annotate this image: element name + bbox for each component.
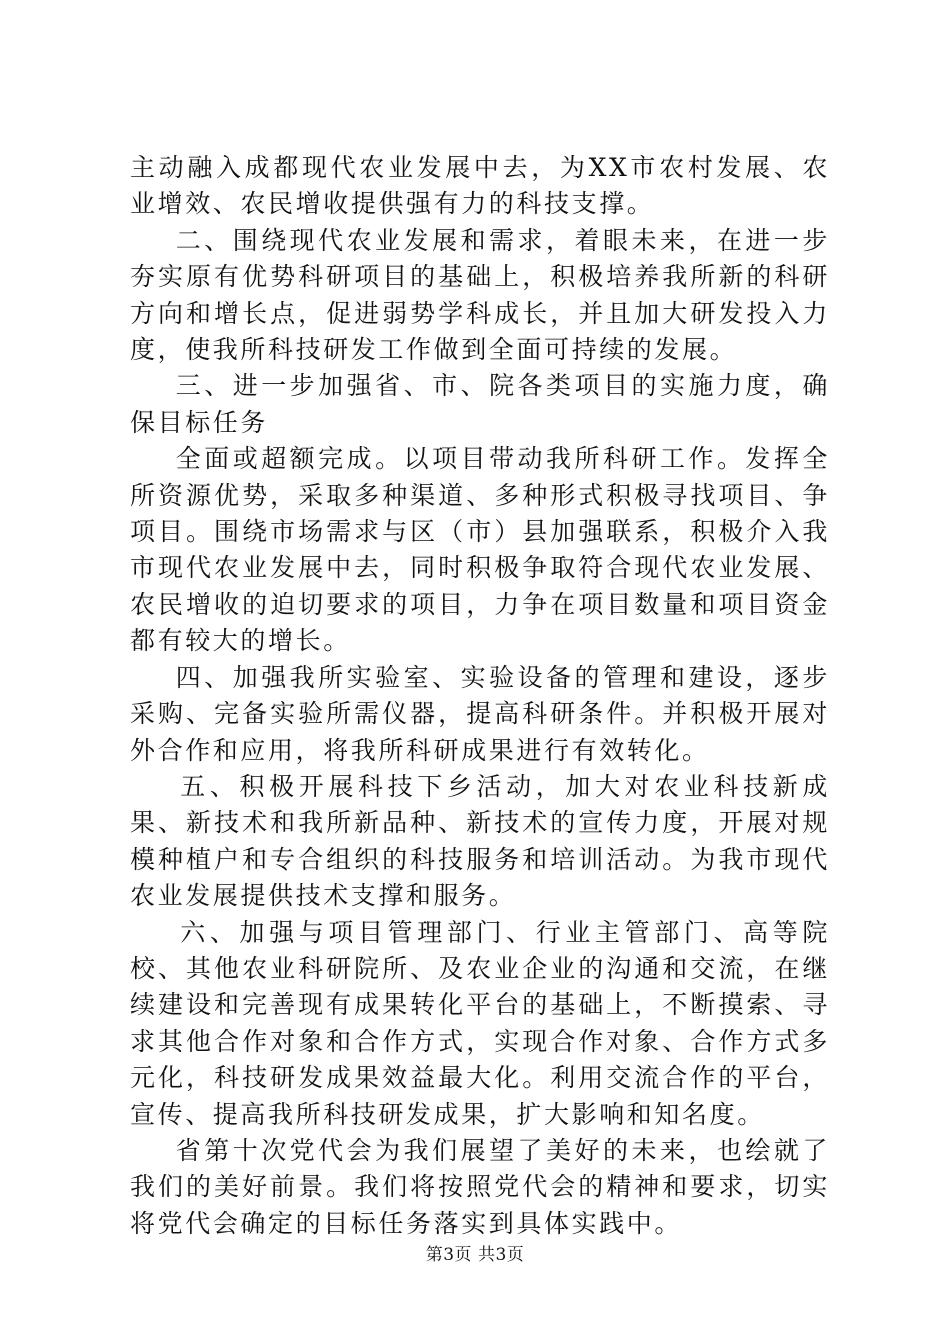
paragraph-item-4: 四、加强我所实验室、实验设备的管理和建设，逐步采购、完备实验所需仪器，提高科研条件。并积极开展对外合作和应用，将我所科研成果进行有效转化。 <box>130 662 830 765</box>
paragraph-continuation: 主动融入成都现代农业发展中去，为XX市农村发展、农业增效、农民增收提供强有力的科技支撑。 <box>130 153 830 219</box>
page-footer: 第3页 共3页 <box>425 1245 525 1265</box>
paragraph-item-5: 五、积极开展科技下乡活动，加大对农业科技新成果、新技术和我所新品种、新技术的宣传力度，开展对规模种植户和专合组织的科技服务和培训活动。为我市现代农业发展提供技术支撑和服务。 <box>130 771 831 911</box>
paragraph-item-3: 三、进一步加强省、市、院各类项目的实施力度，确保目标任务 <box>130 371 830 437</box>
paragraph-item-2: 二、围绕现代农业发展和需求，着眼未来，在进一步夯实原有优势科研项目的基础上，积极培养我所新的科研方向和增长点，促进弱势学科成长，并且加大研发投入力度，使我所科技研发工作做到全面可持续的发展。 <box>130 225 830 365</box>
paragraph-item-6: 六、加强与项目管理部门、行业主管部门、高等院校、其他农业科研院所、及农业企业的沟通和交流，在继续建设和完善现有成果转化平台的基础上，不断摸索、寻求其他合作对象和合作方式，实现合作对象、合作方式多元化，科技研发成果效益最大化。利用交流合作的平台，宣传、提高我所科技研发成果，扩大影响和知名度。 <box>130 917 831 1129</box>
paragraph-item-3-continued: 全面或超额完成。以项目带动我所科研工作。发挥全所资源优势，采取多种渠道、多种形式积极寻找项目、争项目。围绕市场需求与区（市）县加强联系，积极介入我市现代农业发展中去，同时积极争取符合现代农业发展、农民增收的迫切要求的项目，力争在项目数量和项目资金都有较大的增长。 <box>130 444 830 656</box>
document-body <box>130 150 830 1242</box>
paragraph-conclusion: 省第十次党代会为我们展望了美好的未来，也绘就了我们的美好前景。我们将按照党代会的精神和要求，切实将党代会确定的目标任务落实到具体实践中。 <box>130 1135 830 1238</box>
